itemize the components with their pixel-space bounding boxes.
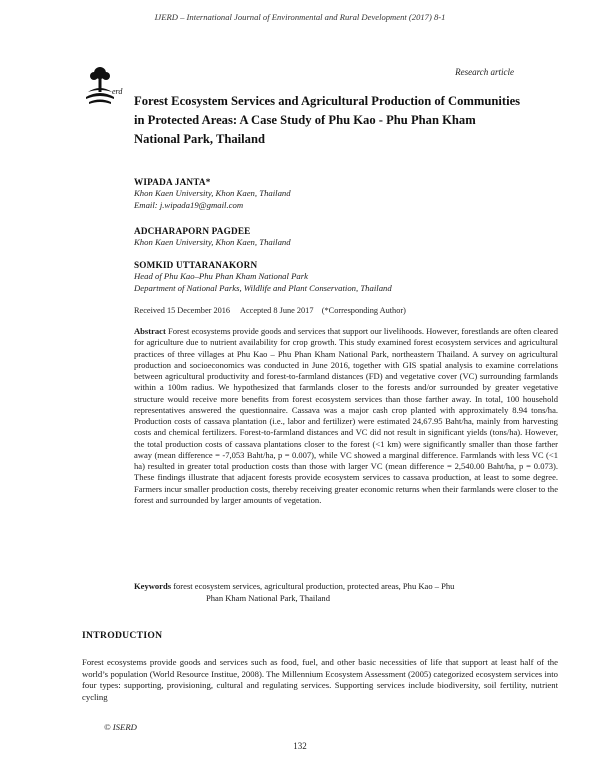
tree-logo-icon <box>84 66 130 108</box>
article-type: Research article <box>455 67 514 77</box>
author-affiliation: Khon Kaen University, Khon Kaen, Thailand <box>134 188 291 198</box>
author-name: ADCHARAPORN PAGDEE <box>134 226 251 236</box>
author-block-2 <box>134 226 291 248</box>
paper-title: Forest Ecosystem Services and Agricultural Production of Communities in Protected Areas: A Case Study of Phu Kao - Phu Phan Kham National Park, Thailand <box>134 94 521 146</box>
keywords-text: forest ecosystem services, agricultural production, protected areas, Phu Kao – Phu <box>173 581 455 591</box>
abstract <box>134 326 558 506</box>
page-number: 132 <box>293 741 307 751</box>
author-block-3 <box>134 260 392 294</box>
intro-paragraph: Forest ecosystems provide goods and services such as food, fuel, and other basic necessities of life that support at least half of the world’s population (World Resource Institue, 2008). The Millennium Ecosystem Assessment (2005) categorized ecosystem services into four types: supporting, provisioning, cultural and regulating services. Supporting services include biodiversity, soil fertility, nutrient cycling <box>82 657 558 702</box>
keywords <box>134 580 558 604</box>
received-dates: Received 15 December 2016 Accepted 8 June 2017 (*Corresponding Author) <box>134 306 406 315</box>
copyright: © ISERD <box>104 722 137 732</box>
journal-logo <box>84 66 130 108</box>
journal-header: IJERD – International Journal of Environmental and Rural Development (2017) 8-1 <box>154 12 446 22</box>
author-name: WIPADA JANTA* <box>134 177 211 187</box>
logo-label: erd <box>112 87 123 96</box>
author-block-1 <box>134 177 291 211</box>
author-email: Email: j.wipada19@gmail.com <box>134 200 244 210</box>
author-affiliation: Khon Kaen University, Khon Kaen, Thailand <box>134 237 291 247</box>
section-heading: INTRODUCTION <box>82 630 163 641</box>
keywords-label: Keywords <box>134 581 172 591</box>
abstract-label: Abstract <box>134 326 166 336</box>
author-affiliation: Department of National Parks, Wildlife and Plant Conservation, Thailand <box>134 283 392 293</box>
author-name: SOMKID UTTARANAKORN <box>134 260 258 270</box>
abstract-text: Forest ecosystems provide goods and services that support our livelihoods. However, forestlands are often cleared for agriculture due to nutrient availability for crop growth. This study examined forest ecosystem services and agricultural practices of three villages at Phu Kao – Phu Phan Kham National Park, northeastern Thailand. A survey on agricultural production and socioeconomics was conducted in June 2016, together with GIS spatial analysis to examine correlations between agricultural productivity and forest-to-farmland distances (FD) and vegetative cover (VC) surrounding farmlands within a 100m radius. We hypothesized that farmlands closer to the forests and/or surrounded by greater vegetative structure would receive more benefits from forest ecosystem services than those farther away. In total, 100 household representatives answered the questionnaire. Cassava was a major cash crop planted with approximately 8.94 tons/ha. Production costs of cassava plantation (i.e., labor and fertilizer) were estimated 24,67.95 Baht/ha, mainly from harvesting costs and chemical fertilizers. Forest-to-farmland distances and VC did not result in significant yields (tons/ha). However, the total production costs of cassava plantations closer to the forest (<1 km) were significantly smaller than those farther away (mean difference = -7,053 Baht/ha, p = 0.007), while VC showed a marginal difference. Farmlands with less VC (<1 ha) resulted in greater total production costs than those with larger VC (mean difference = 2,540.00 Baht/ha, p = 0.073). These findings illustrate that adjacent forests provide ecosystem services to cassava production, at least to some degree. Farmers incur smaller production costs, thereby receiving greater economic returns when their farmlands were closer to the forest and surrounded by larger amounts of vegetation. <box>134 326 558 505</box>
author-affiliation: Head of Phu Kao–Phu Phan Kham National Park <box>134 271 308 281</box>
keywords-text-cont: Phan Kham National Park, Thailand <box>206 593 330 603</box>
